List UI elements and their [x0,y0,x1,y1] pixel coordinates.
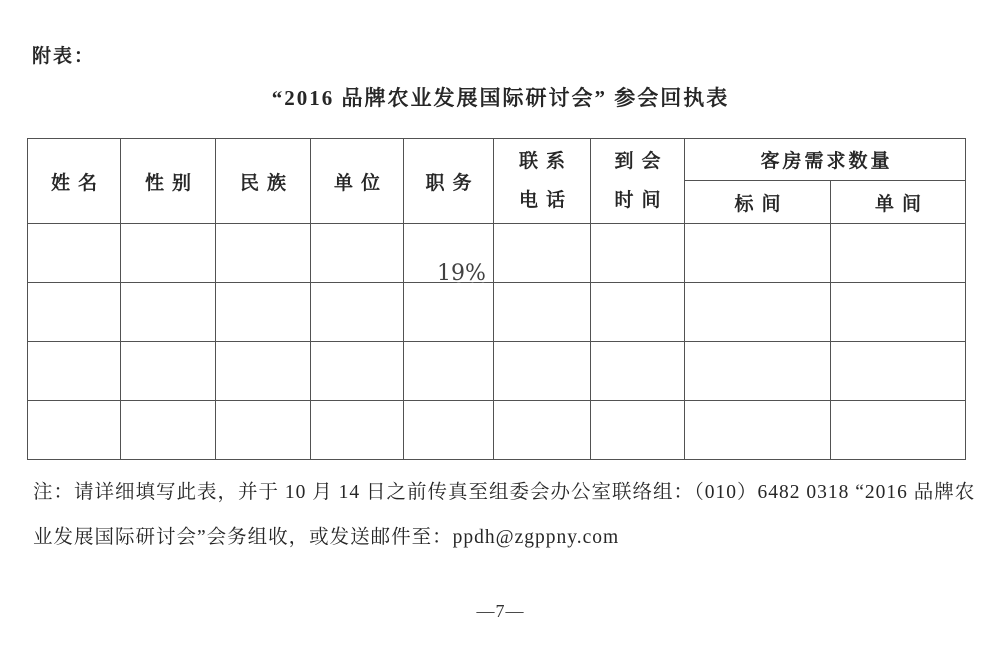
table-body [28,224,966,460]
empty-cell [311,283,404,342]
empty-cell [831,401,966,460]
empty-cell [831,224,966,283]
empty-cell [591,342,685,401]
empty-cell [311,342,404,401]
empty-cell [28,342,121,401]
table-row [28,342,966,401]
header-name: 姓名 [28,139,121,224]
empty-cell [121,283,216,342]
empty-cell [591,224,685,283]
header-row [28,139,966,181]
appendix-label: 附表： [32,46,96,67]
note-text [33,470,975,560]
empty-cell [494,342,591,401]
note-line-1: 注：请详细填写此表，并于 10 月 14 日之前传真至组委会办公室联络组：（010）6482 0318 “2016 品牌农 [33,482,976,503]
empty-cell [216,401,311,460]
table-row [28,283,966,342]
empty-cell [404,342,494,401]
header-single-room: 单间 [831,181,966,224]
page-number: —7— [476,601,525,621]
header-standard-room: 标间 [685,181,831,224]
empty-cell [831,342,966,401]
note-line-2: 业发展国际研讨会”会务组收，或发送邮件至：ppdh@zgppny.com [33,527,620,548]
empty-cell [494,401,591,460]
header-unit: 单位 [311,139,404,224]
header-arrival-time [591,139,685,224]
empty-cell [216,342,311,401]
empty-cell [216,283,311,342]
page-title: “2016 品牌农业发展国际研讨会” 参会回执表 [271,86,730,110]
reply-form-table [27,138,966,460]
empty-cell [494,224,591,283]
table-row [28,401,966,460]
table-row [28,224,966,283]
empty-cell [121,401,216,460]
empty-cell [121,224,216,283]
header-position: 职务 [404,139,494,224]
empty-cell [685,342,831,401]
empty-cell [121,342,216,401]
header-arrival-time-line2: 时间 [614,190,669,211]
empty-cell [685,283,831,342]
empty-cell [28,283,121,342]
header-room-demand: 客房需求数量 [685,139,966,181]
empty-cell [28,401,121,460]
header-gender: 性别 [121,139,216,224]
header-contact-phone [494,139,591,224]
empty-cell [494,283,591,342]
empty-cell [28,224,121,283]
header-ethnicity: 民族 [216,139,311,224]
empty-cell [591,401,685,460]
header-contact-phone-line2: 电话 [518,190,573,211]
zoom-level-indicator: 19% [437,261,486,286]
empty-cell [311,224,404,283]
empty-cell [685,224,831,283]
header-arrival-time-line1: 到会 [614,151,669,172]
empty-cell [216,224,311,283]
empty-cell [311,401,404,460]
header-contact-phone-line1: 联系 [518,151,573,172]
empty-cell [591,283,685,342]
empty-cell [404,283,494,342]
empty-cell [404,401,494,460]
empty-cell [831,283,966,342]
empty-cell [685,401,831,460]
